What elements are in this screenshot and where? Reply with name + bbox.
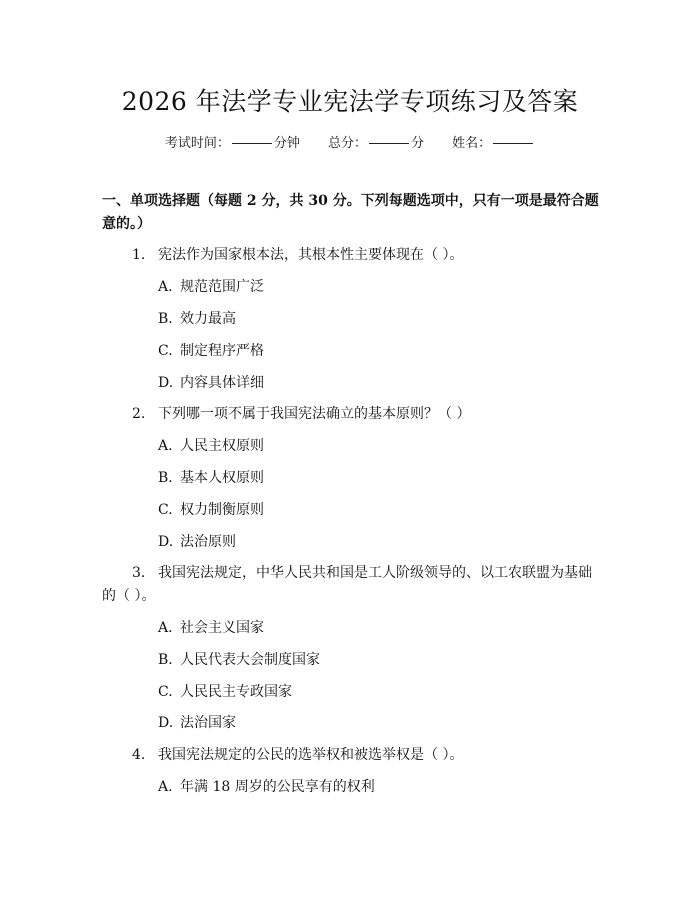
name-label: 姓名： bbox=[452, 136, 492, 151]
option-letter: A. bbox=[158, 779, 173, 795]
option-letter: D. bbox=[158, 715, 174, 731]
option-letter: C. bbox=[158, 343, 173, 359]
option-letter: B. bbox=[158, 311, 173, 327]
option-text: 制定程序严格 bbox=[180, 343, 264, 359]
question-3-option-d bbox=[158, 712, 236, 732]
exam-time-blank bbox=[232, 143, 272, 144]
question-1-option-d bbox=[158, 372, 264, 392]
exam-time-label: 考试时间： bbox=[164, 136, 230, 151]
page-title: 2026 年法学专业宪法学专项练习及答案 bbox=[121, 87, 579, 116]
option-text: 社会主义国家 bbox=[180, 620, 264, 636]
question-4 bbox=[132, 744, 463, 764]
question-1 bbox=[132, 244, 463, 264]
option-text: 人民主权原则 bbox=[180, 438, 264, 454]
option-text: 人民代表大会制度国家 bbox=[180, 652, 320, 668]
exam-time-field bbox=[165, 136, 300, 151]
option-letter: D. bbox=[158, 534, 174, 550]
option-text: 权力制衡原则 bbox=[180, 502, 264, 518]
question-2-option-b bbox=[158, 467, 264, 487]
question-3 bbox=[102, 562, 600, 608]
option-letter: A. bbox=[158, 279, 173, 295]
total-score-label: 总分： bbox=[327, 136, 367, 151]
option-text: 基本人权原则 bbox=[180, 470, 264, 486]
option-letter: A. bbox=[158, 620, 173, 636]
option-letter: A. bbox=[158, 438, 173, 454]
question-text: 我国宪法规定的公民的选举权和被选举权是（ ）。 bbox=[158, 747, 464, 763]
question-number: 4. bbox=[132, 747, 146, 763]
question-3-option-c bbox=[158, 681, 292, 701]
exam-time-unit: 分钟 bbox=[273, 136, 300, 151]
total-score-field bbox=[328, 136, 424, 151]
question-number: 1. bbox=[132, 247, 146, 263]
option-text: 年满 18 周岁的公民享有的权利 bbox=[180, 779, 375, 795]
option-text: 法治国家 bbox=[180, 715, 236, 731]
option-text: 规范范围广泛 bbox=[180, 279, 264, 295]
option-letter: B. bbox=[158, 652, 173, 668]
exam-info-line bbox=[0, 132, 700, 151]
name-blank bbox=[493, 143, 533, 144]
question-2-option-c bbox=[158, 499, 264, 519]
option-letter: B. bbox=[158, 470, 173, 486]
question-text: 下列哪一项不属于我国宪法确立的基本原则？（ ） bbox=[158, 406, 471, 422]
section-heading: 一、单项选择题（每题 2 分，共 30 分。下列每题选项中，只有一项是最符合题意的。） bbox=[102, 193, 599, 232]
option-letter: D. bbox=[158, 375, 174, 391]
question-1-option-a bbox=[158, 276, 264, 296]
question-3-option-b bbox=[158, 649, 320, 669]
option-text: 内容具体详细 bbox=[180, 375, 264, 391]
total-score-unit: 分 bbox=[411, 136, 425, 151]
question-number: 2. bbox=[132, 406, 146, 422]
question-2-option-a bbox=[158, 435, 264, 455]
question-1-option-c bbox=[158, 340, 264, 360]
question-3-option-a bbox=[158, 617, 264, 637]
option-text: 人民民主专政国家 bbox=[180, 684, 292, 700]
question-number: 3. bbox=[132, 565, 146, 581]
option-letter: C. bbox=[158, 502, 173, 518]
total-score-blank bbox=[369, 143, 409, 144]
option-text: 法治原则 bbox=[180, 534, 236, 550]
question-4-option-a bbox=[158, 776, 375, 796]
option-text: 效力最高 bbox=[180, 311, 236, 327]
question-1-option-b bbox=[158, 308, 236, 328]
question-text: 宪法作为国家根本法，其根本性主要体现在（ ）。 bbox=[158, 247, 464, 263]
option-letter: C. bbox=[158, 684, 173, 700]
question-2 bbox=[132, 403, 470, 423]
question-text: 我国宪法规定，中华人民共和国是工人阶级领导的、以工农联盟为基础的（ ）。 bbox=[102, 565, 592, 604]
question-2-option-d bbox=[158, 531, 236, 551]
name-field bbox=[452, 136, 535, 151]
